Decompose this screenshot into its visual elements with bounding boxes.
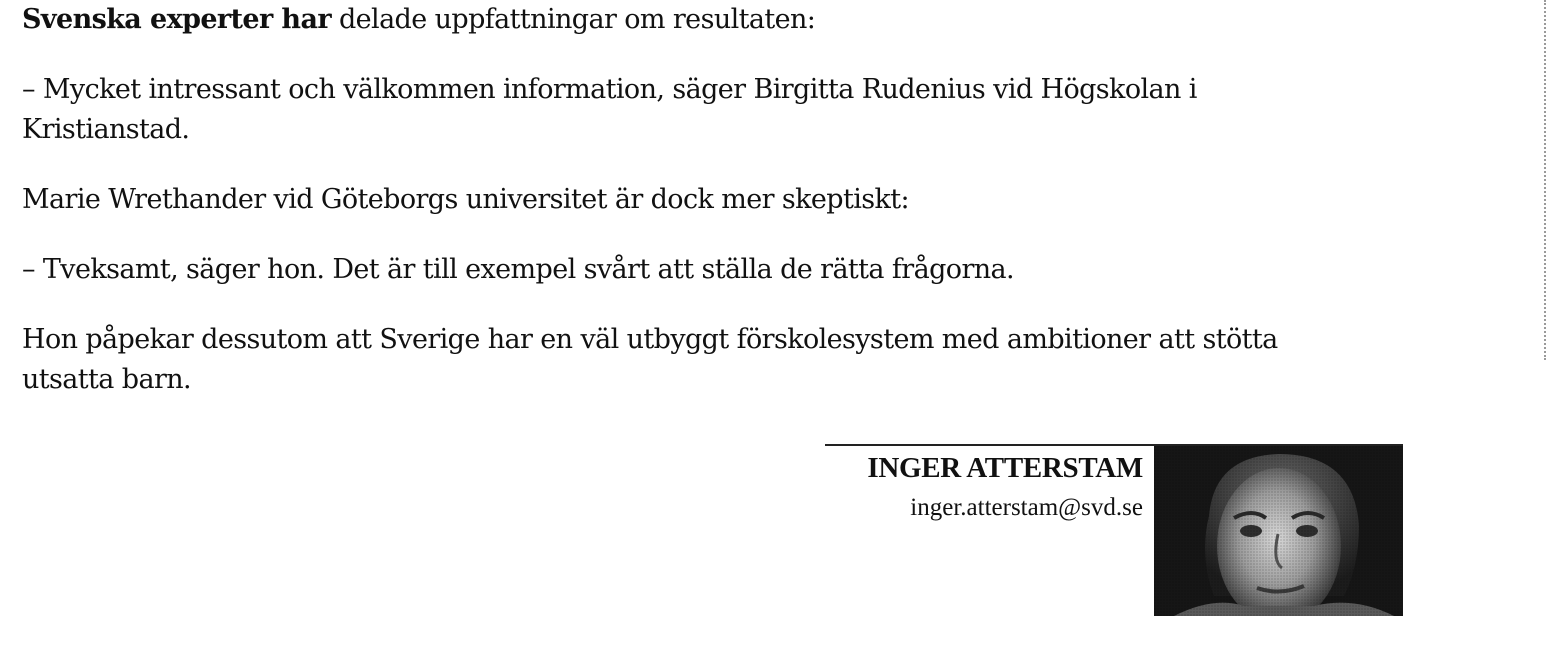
portrait-image	[1154, 446, 1403, 616]
preschool-line-2: utsatta barn.	[22, 364, 192, 395]
author-portrait	[1154, 446, 1403, 616]
paragraph-wrethander: Marie Wrethander vid Göteborgs universitet är dock mer skeptiskt:	[22, 184, 910, 215]
intro-text: delade uppfattningar om resultaten:	[330, 4, 816, 35]
author-email[interactable]: inger.atterstam@svd.se	[910, 494, 1143, 521]
author-name: INGER ATTERSTAM	[867, 452, 1143, 484]
scan-edge-mark	[1544, 0, 1549, 360]
paragraph-intro	[22, 0, 815, 40]
quote-rudenius-line-2: Kristianstad.	[22, 114, 190, 145]
paragraph-quote-rudenius	[22, 70, 1197, 150]
quote-rudenius-line-1: – Mycket intressant och välkommen information, säger Birgitta Rudenius vid Högskolan i	[22, 74, 1197, 105]
paragraph-quote-wrethander: – Tveksamt, säger hon. Det är till exempel svårt att ställa de rätta frågorna.	[22, 254, 1015, 285]
lead-in-bold: Svenska experter har	[22, 4, 331, 35]
paragraph-preschool	[22, 320, 1278, 400]
author-byline	[825, 444, 1403, 616]
preschool-line-1: Hon påpekar dessutom att Sverige har en väl utbyggt förskolesystem med ambitioner att stötta	[22, 324, 1278, 355]
